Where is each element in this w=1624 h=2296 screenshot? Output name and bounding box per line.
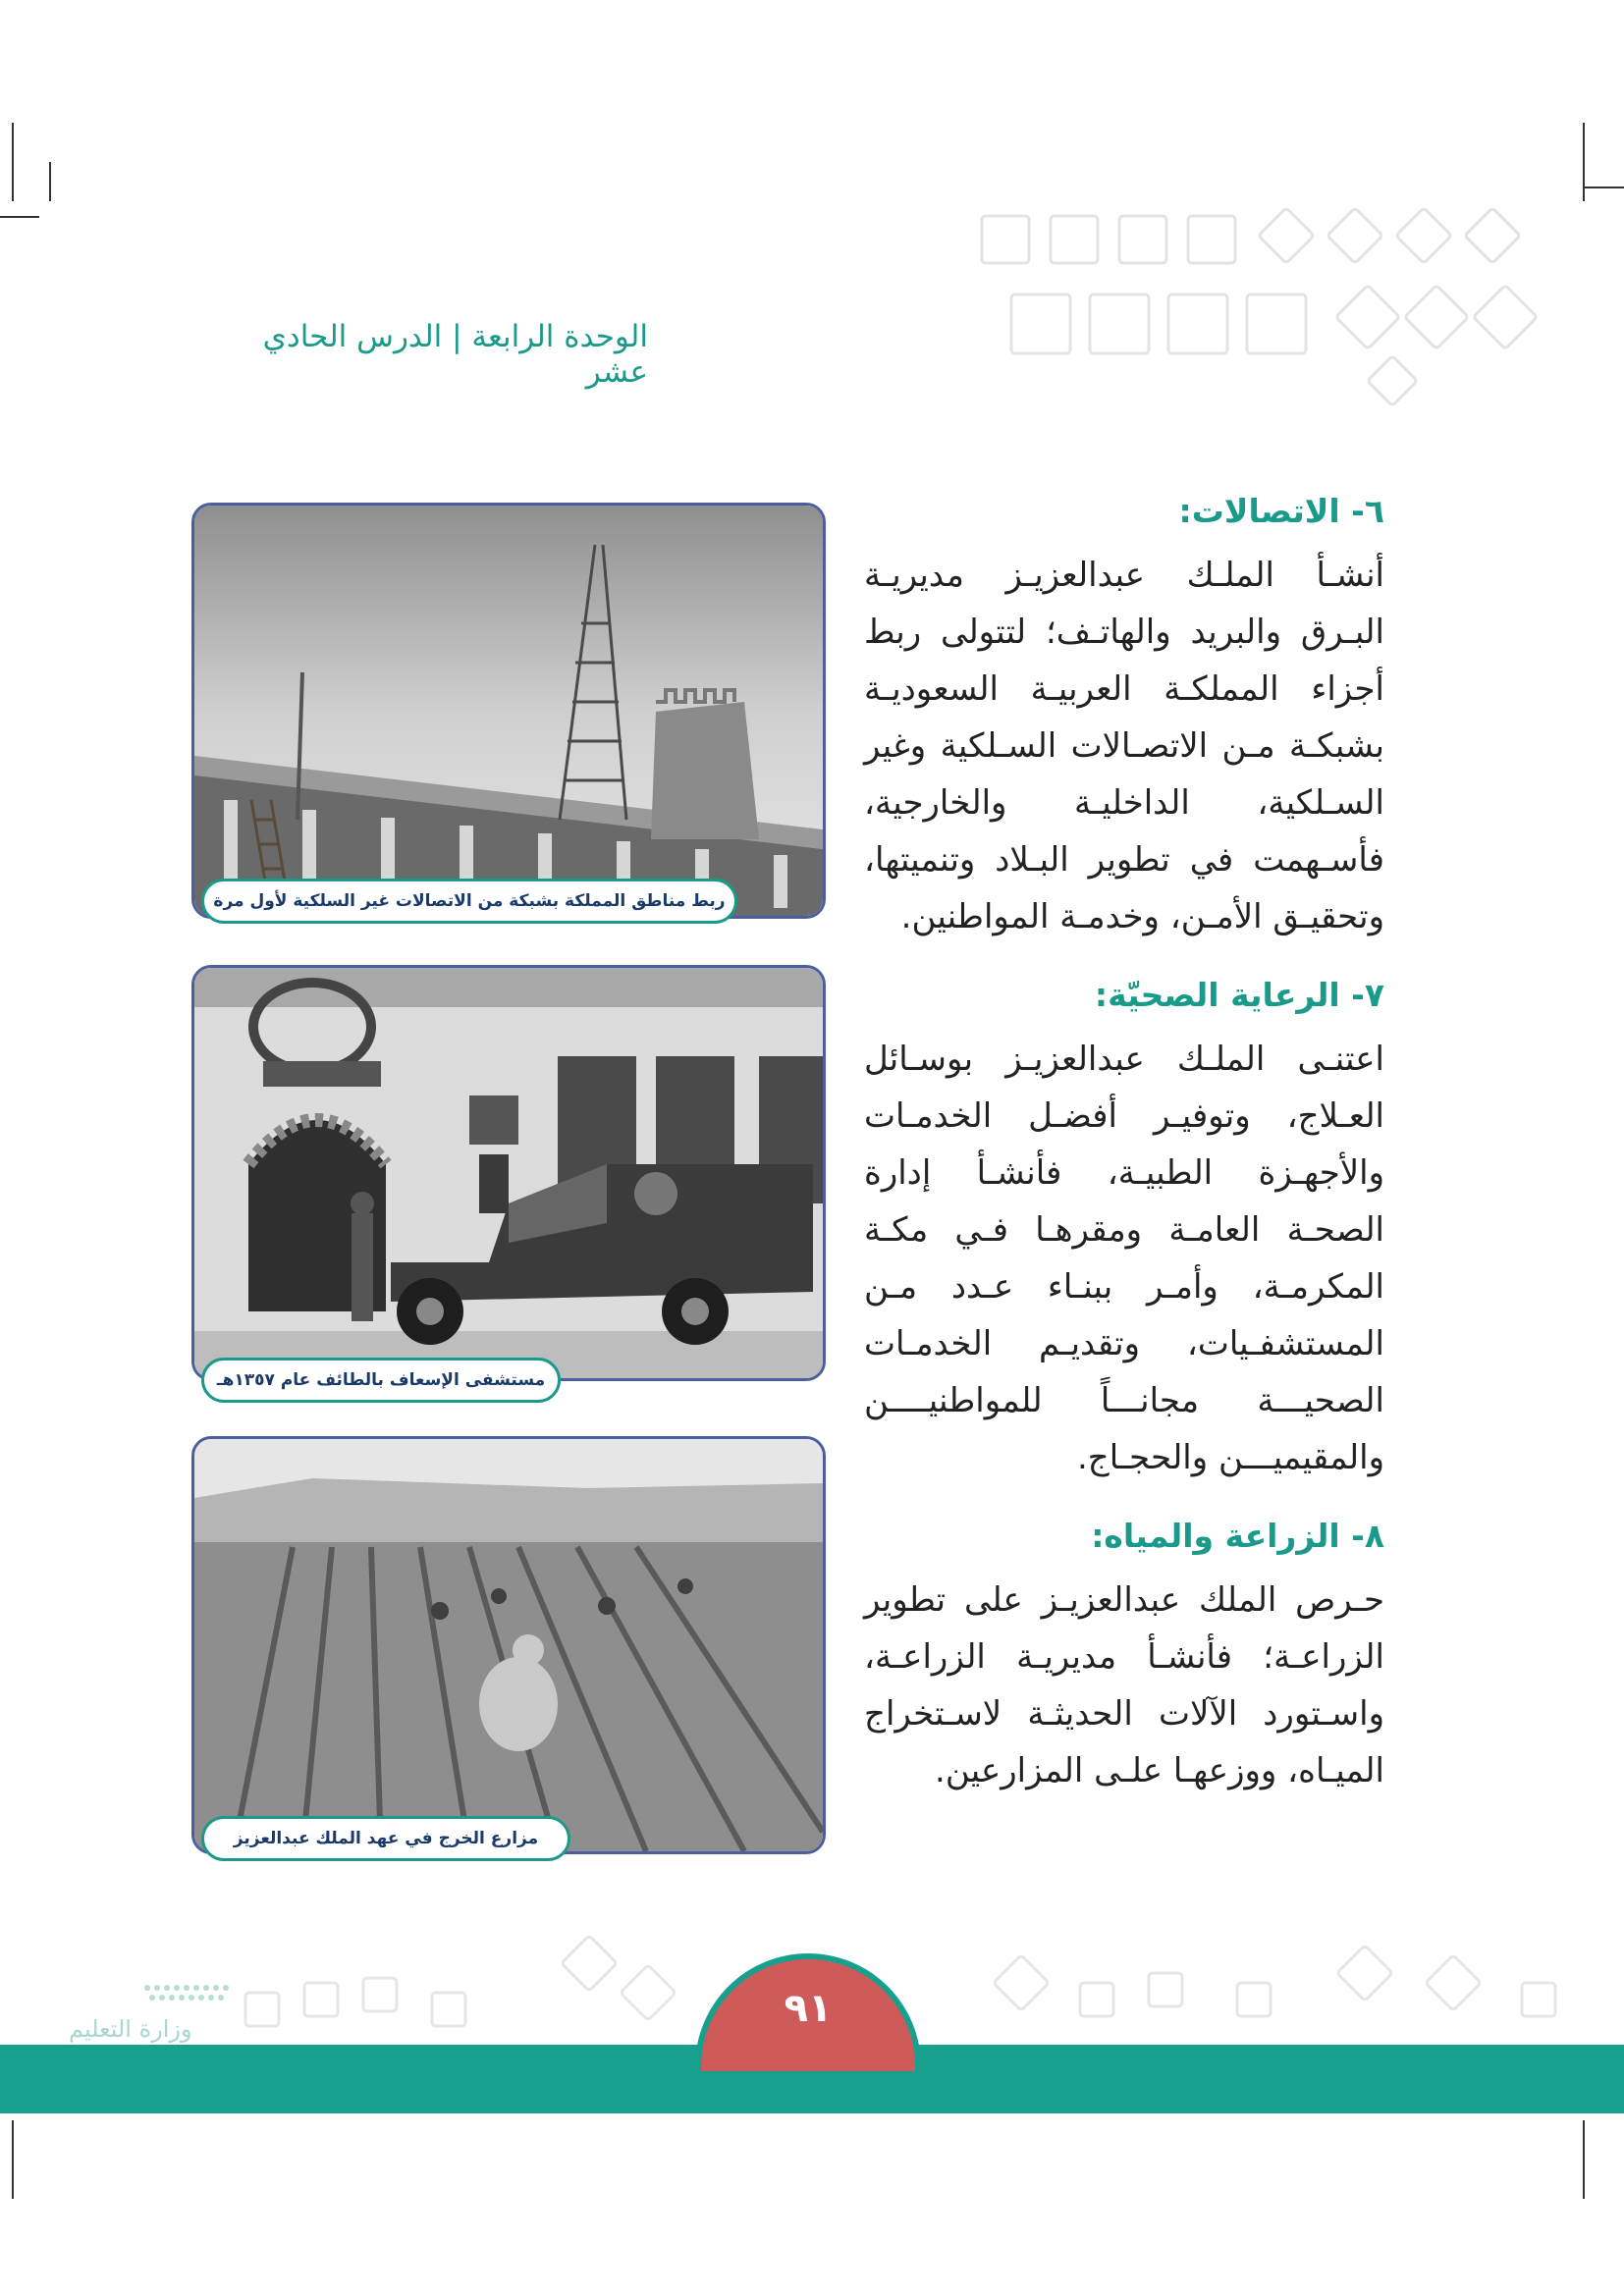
section-communications <box>864 491 1384 945</box>
photo-caption: مزارع الخرج في عهد الملك عبدالعزيز <box>201 1816 570 1861</box>
ministry-logo-text: وزارة التعليم <box>69 2015 192 2043</box>
crop-mark <box>49 162 51 201</box>
section-healthcare <box>864 975 1384 1486</box>
crop-mark <box>12 123 14 201</box>
logo-dots-icon <box>137 1978 275 2013</box>
main-content <box>864 491 1384 1829</box>
farms-photo-illustration <box>194 1439 823 1851</box>
page-number: ٩١ <box>784 1986 833 2031</box>
diamond-pattern-decoration <box>972 177 1581 412</box>
photo-caption: مستشفى الإسعاف بالطائف عام ١٣٥٧هـ <box>201 1358 561 1403</box>
section-body: اعتنـى الملـك عبدالعزيـز بوسـائل العـلاج، وتوفيـر أفضـل الخدمـات والأجهـزة الطبيـة، فأنشـأ إدارة الصحـة العامـة ومقرهـا فـي مكـة المكرمـة، وأمـر ببنـاء عـدد مـن المستشفـيات، وتقديـم الخدمـات الصحيـــة مجانـــاً للمواطنيــــن والمقيميـــن والحجـاج. <box>864 1039 1384 1477</box>
photo-caption: ربط مناطق المملكة بشبكة من الاتصالات غير السلكية لأول مرة <box>201 879 737 924</box>
hospital-photo-illustration <box>194 968 823 1378</box>
section-body: حـرص الملك عبدالعزيـز على تطوير الزراعـة؛ فأنشـأ مديريـة الزراعـة، واسـتورد الآلات الحديثـة لاسـتخراج الميـاه، ووزعهـا علـى المزارعين. <box>864 1579 1384 1790</box>
crop-mark <box>1585 187 1624 188</box>
tower-photo-illustration <box>194 506 823 916</box>
photo-taif-hospital <box>191 965 826 1381</box>
crop-mark <box>1583 2120 1585 2199</box>
section-heading: ٧- الرعاية الصحيّة: <box>1094 975 1384 1014</box>
crop-mark <box>0 216 39 218</box>
section-heading: ٨- الزراعة والمياه: <box>1091 1516 1384 1555</box>
crop-mark <box>1583 123 1585 201</box>
page-header-title: الوحدة الرابعة | الدرس الحادي عشر <box>262 319 648 390</box>
section-agriculture <box>864 1516 1384 1799</box>
photo-wireless-tower <box>191 503 826 919</box>
photo-alkharj-farms <box>191 1436 826 1854</box>
crop-mark <box>12 2120 14 2199</box>
section-body: أنشـأ الملـك عبدالعزيـز مديريـة البـرق والبريد والهاتـف؛ لتتولى ربط أجزاء المملكـة العربيـة السعوديـة بشبكـة مـن الاتصـالات السـلكية وغير السـلكية، الداخليـة والخارجية، فأسـهمت في تطوير البـلاد وتنميتها، وتحقيـق الأمـن، وخدمـة المواطنين. <box>864 555 1384 936</box>
section-heading: ٦- الاتصالات: <box>1178 492 1384 530</box>
